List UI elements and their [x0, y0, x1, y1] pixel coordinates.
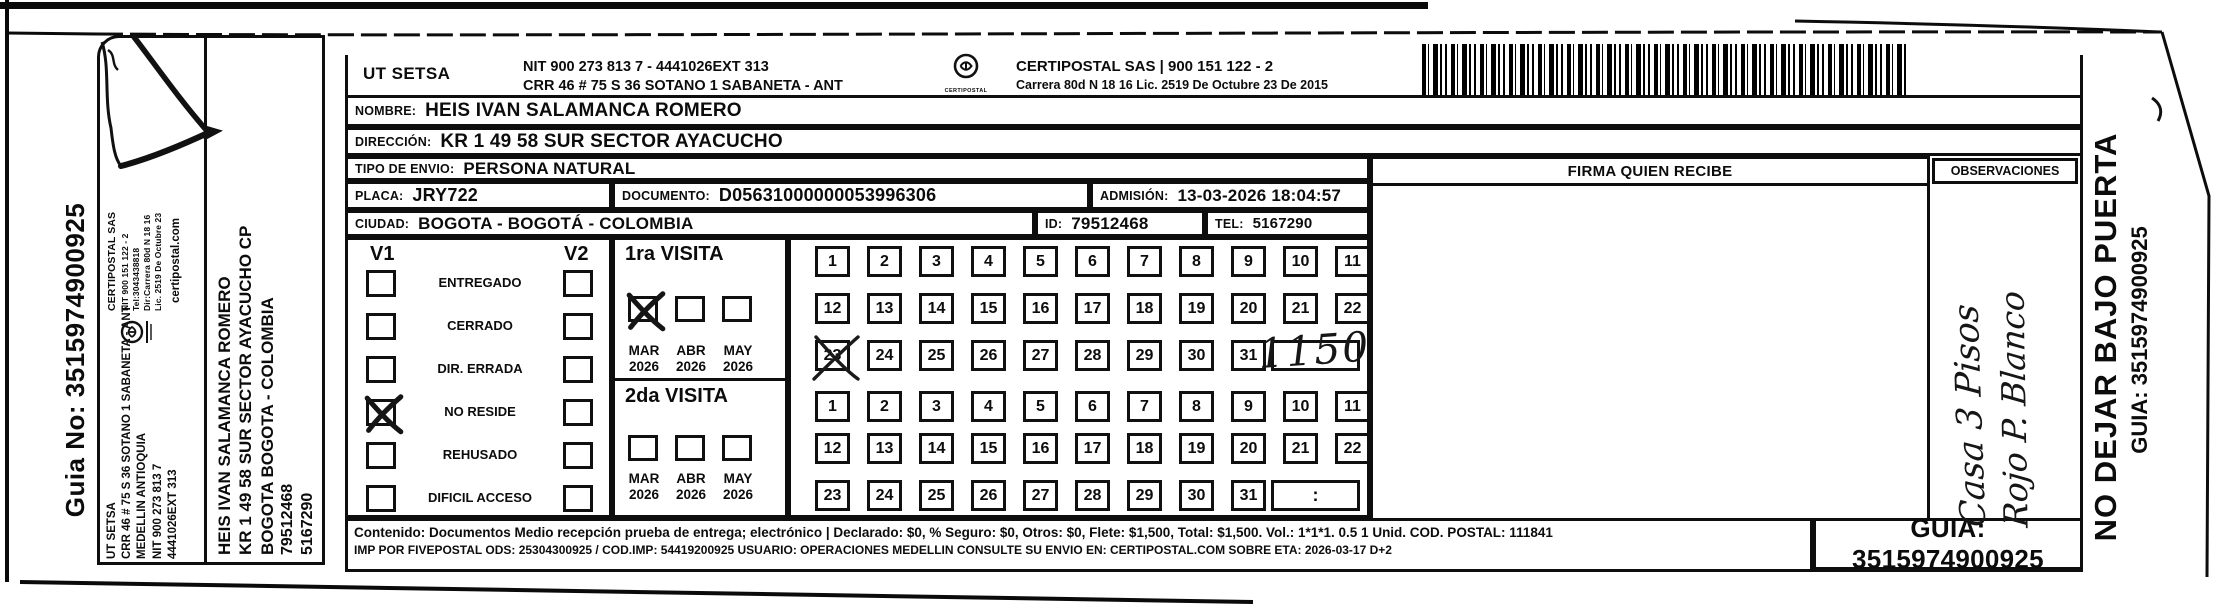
field-tel-value: 5167290	[1252, 215, 1313, 232]
sender-block	[100, 41, 206, 565]
status-checkbox-v2-cerrado	[563, 313, 593, 340]
calendar-day: 24	[867, 340, 902, 371]
handwritten-note-line: Rojo P. Blanco	[1991, 289, 2036, 529]
calendar-day: 19	[1179, 433, 1214, 464]
observaciones-header: OBSERVACIONES	[1932, 158, 2078, 184]
status-col2-header: V2	[564, 243, 589, 265]
field-admision-label: ADMISIÓN:	[1100, 188, 1169, 203]
header-address-line: CRR 46 # 75 S 36 SOTANO 1 SABANETA - ANT	[523, 77, 843, 94]
calendar-day: 3	[919, 246, 954, 277]
calendar-day: 20	[1231, 433, 1266, 464]
status-option-label: CERRADO	[447, 318, 513, 333]
calendar-day: 24	[867, 480, 902, 511]
calendar-second-visit	[791, 240, 1367, 515]
field-admision	[1090, 181, 1370, 210]
visit-year-label: 2026	[628, 487, 660, 502]
left-address-box	[97, 35, 325, 565]
certipostal-mini-line: NIT 900 151 122 - 2	[119, 233, 130, 311]
field-placa	[345, 181, 612, 210]
left-guia-number: Guia No: 3515974900925	[60, 202, 90, 518]
status-checkbox-v1-dir-errada	[366, 356, 396, 383]
calendar-day: 26	[971, 480, 1006, 511]
calendar-day: 21	[1283, 293, 1318, 324]
visit2-months	[615, 240, 791, 521]
calendar-day: 27	[1023, 340, 1058, 371]
field-documento-value: D05631000000053996306	[718, 185, 937, 205]
calendar-day: 13	[867, 433, 902, 464]
status-option-label: DIR. ERRADA	[437, 361, 523, 376]
calendar-day: 29	[1127, 480, 1162, 511]
calendar-day: 17	[1075, 293, 1110, 324]
footer-content-box	[345, 518, 1813, 572]
status-section	[345, 237, 612, 518]
calendar-day: 12	[815, 433, 850, 464]
status-checkbox-v1-no-reside	[366, 399, 396, 426]
calendar-day: 30	[1179, 340, 1214, 371]
header-nit-line: NIT 900 273 813 7 - 4441026EXT 313	[523, 59, 769, 75]
status-checkbox-v1-entregado	[366, 270, 396, 297]
field-documento	[612, 181, 1090, 210]
status-checkbox-v2-no-reside	[563, 399, 593, 426]
visit-year-label: 2026	[675, 359, 707, 374]
calendar-area	[788, 237, 1370, 518]
calendar-day: 11	[1335, 246, 1370, 277]
certipostal-mini-line: Lic. 2519 De Octubre 23	[152, 212, 163, 311]
calendar-day: 22	[1335, 433, 1370, 464]
calendar-time-box: :	[1271, 480, 1360, 511]
recipient-line: 79512468	[279, 483, 297, 555]
calendar-day: 2	[867, 246, 902, 277]
field-nombre-value: HEIS IVAN SALAMANCA ROMERO	[425, 100, 742, 121]
visit2-month-checkbox-abr	[675, 435, 705, 461]
calendar-day: 16	[1023, 433, 1058, 464]
field-direccion-label: DIRECCIÓN:	[355, 134, 432, 149]
certipostal-website: certipostal.com	[169, 218, 182, 303]
calendar-day: 14	[919, 433, 954, 464]
calendar-day: 6	[1075, 391, 1110, 422]
calendar-day: 26	[971, 340, 1006, 371]
recipient-block	[206, 41, 328, 565]
paper-right-edge	[2162, 32, 2209, 577]
calendar-day: 28	[1075, 480, 1110, 511]
calendar-day: 29	[1127, 340, 1162, 371]
status-option-label: ENTREGADO	[438, 275, 522, 290]
calendar-day: 7	[1127, 391, 1162, 422]
calendar-day: 18	[1127, 433, 1162, 464]
certipostal-mini-block	[100, 47, 206, 347]
recipient-line: 5167290	[299, 492, 317, 555]
calendar-day: 2	[867, 391, 902, 422]
calendar-day: 10	[1283, 246, 1318, 277]
field-ciudad-value: BOGOTA - BOGOTÁ - COLOMBIA	[418, 213, 694, 233]
visit-year-label: 2026	[722, 487, 754, 502]
handwritten-time: 1150	[1256, 322, 1372, 379]
calendar-day: 4	[971, 246, 1006, 277]
visit2-month-checkbox-mar	[628, 435, 658, 461]
sender-line: CRR 46 # 75 S 36 SOTANO 1 SABANETA - ANT	[121, 305, 134, 559]
visit-year-label: 2026	[675, 487, 707, 502]
visit-month-label: MAR	[628, 343, 660, 358]
header-license-line: Carrera 80d N 18 16 Lic. 2519 De Octubre 23 De 2015	[1016, 78, 1328, 92]
sender-line: UT SETSA	[106, 502, 118, 559]
calendar-day: 4	[971, 391, 1006, 422]
calendar-day: 13	[867, 293, 902, 324]
paper-top-edge	[97, 32, 2162, 35]
calendar-day: 22	[1335, 293, 1370, 324]
status-checkbox-v1-cerrado	[366, 313, 396, 340]
status-option-label: DIFICIL ACCESO	[427, 490, 532, 505]
calendar-day: 30	[1179, 480, 1214, 511]
certipostal-mini-line: CERTIPOSTAL SAS	[106, 211, 118, 311]
calendar-day: 23	[815, 480, 850, 511]
visit-month-label: MAY	[723, 471, 753, 486]
calendar-day: 15	[971, 293, 1006, 324]
calendar-day: 9	[1231, 391, 1266, 422]
calendar-day: 25	[919, 480, 954, 511]
calendar-day: 11	[1335, 391, 1370, 422]
field-placa-label: PLACA:	[355, 188, 404, 203]
visit-month-label: ABR	[676, 343, 706, 358]
calendar-day: 18	[1127, 293, 1162, 324]
field-tipo-label: TIPO DE ENVIO:	[355, 161, 455, 176]
visit-month-label: ABR	[676, 471, 706, 486]
calendar-day: 31	[1231, 480, 1266, 511]
certipostal-logo-icon	[944, 53, 988, 97]
status-col1-header: V1	[370, 243, 395, 265]
header-certipostal-line: CERTIPOSTAL SAS | 900 151 122 - 2	[1016, 58, 1274, 75]
scan-top-bar	[0, 2, 1428, 9]
visit-month-label: MAR	[628, 471, 660, 486]
calendar-day: 28	[1075, 340, 1110, 371]
status-option-label: NO RESIDE	[444, 404, 516, 419]
calendar-day: 9	[1231, 246, 1266, 277]
field-tipo-envio	[345, 156, 1370, 181]
sender-line: MEDELLIN ANTIOQUIA	[136, 432, 149, 559]
certipostal-logo-caption: CERTIPOSTAL	[944, 88, 988, 97]
header-company: UT SETSA	[363, 64, 451, 83]
visit2-month-checkbox-may	[722, 435, 752, 461]
right-guia-number: GUIA: 3515974900925	[2127, 226, 2152, 454]
calendar-day: 12	[815, 293, 850, 324]
status-checkbox-v1-rehusado	[366, 442, 396, 469]
visit-month-label: MAY	[723, 343, 753, 358]
handwritten-observation-note	[1947, 227, 2057, 527]
calendar-day: 5	[1023, 246, 1058, 277]
field-tel	[1205, 210, 1370, 237]
calendar-day: 6	[1075, 246, 1110, 277]
visit2-title: 2da VISITA	[625, 385, 728, 407]
field-ciudad	[345, 210, 1035, 237]
field-ciudad-label: CIUDAD:	[355, 216, 410, 231]
calendar-day: 1	[815, 391, 850, 422]
calendar-day: 23	[815, 340, 850, 371]
sender-line: 4441026EXT 313	[166, 469, 179, 559]
field-id-value: 79512468	[1071, 213, 1149, 233]
field-tel-label: TEL:	[1215, 216, 1244, 231]
calendar-day: 7	[1127, 246, 1162, 277]
calendar-day: 1	[815, 246, 850, 277]
calendar-day: 14	[919, 293, 954, 324]
calendar-day: 16	[1023, 293, 1058, 324]
status-checkbox-v2-dir-errada	[563, 356, 593, 383]
calendar-day: 3	[919, 391, 954, 422]
calendar-day: 20	[1231, 293, 1266, 324]
visit-year-label: 2026	[722, 359, 754, 374]
field-admision-value: 13-03-2026 18:04:57	[1177, 185, 1342, 205]
status-option-label: REHUSADO	[442, 447, 518, 462]
recipient-line: BOGOTA BOGOTA - COLOMBIA	[257, 297, 277, 555]
status-checkbox-v2-rehusado	[563, 442, 593, 469]
field-documento-label: DOCUMENTO:	[622, 188, 710, 203]
handwritten-note-line: Casa 3 Pisos	[1946, 302, 1995, 529]
calendar-day: 5	[1023, 391, 1058, 422]
field-nombre-label: NOMBRE:	[355, 104, 417, 118]
calendar-day: 27	[1023, 480, 1058, 511]
field-placa-value: JRY722	[412, 185, 479, 205]
field-direccion	[345, 127, 2083, 156]
calendar-day: 8	[1179, 391, 1214, 422]
recipient-line: KR 1 49 58 SUR SECTOR AYACUCHO CP	[236, 225, 256, 555]
footer-imp-line: IMP POR FIVEPOSTAL ODS: 25304300925 / COD.IMP: 54419200925 USUARIO: OPERACIONES MEDELLIN CONSULTE SU ENVIO EN: CERTIPOSTAL.COM SOBRE ETA: 2026-03-17 D+2	[354, 543, 1392, 557]
firma-body	[1370, 186, 1930, 518]
right-warning-text: NO DEJAR BAJO PUERTA	[2088, 132, 2123, 542]
field-direccion-value: KR 1 49 58 SUR SECTOR AYACUCHO	[440, 130, 783, 152]
paper-bottom-edge	[20, 582, 1253, 602]
field-id	[1035, 210, 1205, 237]
calendar-day: 25	[919, 340, 954, 371]
status-checkbox-v2-entregado	[563, 270, 593, 297]
visit1-title: 1ra VISITA	[625, 243, 724, 265]
field-nombre	[345, 95, 2083, 127]
visits-panel	[612, 237, 788, 518]
sender-line: NIT 900 273 813 7	[151, 463, 164, 559]
calendar-day: 31	[1231, 340, 1266, 371]
footer-contenido-line: Contenido: Documentos Medio recepción prueba de entrega; electrónico | Declarado: $0, % Seguro: $0, Otros: $0, Flete: $1,500, Total: $1,500. Vol.: 1*1*1. 0.5 1 Unid. COD. POSTAL: 111841	[354, 525, 1553, 540]
calendar-day: 15	[971, 433, 1006, 464]
barcode	[1422, 44, 1907, 98]
calendar-day: 10	[1283, 391, 1318, 422]
field-id-label: ID:	[1045, 216, 1063, 231]
calendar-day: 21	[1283, 433, 1318, 464]
calendar-day: 8	[1179, 246, 1214, 277]
footer-guia-box: GUIA: 3515974900925	[1813, 518, 2083, 570]
status-checkbox-v1-dificil-acceso	[366, 485, 396, 512]
certipostal-logo-icon	[106, 317, 164, 347]
certipostal-mini-line: Tel:3043438818	[130, 247, 141, 311]
visit-year-label: 2026	[628, 359, 660, 374]
calendar-day: 19	[1179, 293, 1214, 324]
field-tipo-value: PERSONA NATURAL	[463, 158, 636, 178]
recipient-line: HEIS IVAN SALAMANCA ROMERO	[215, 276, 234, 555]
certipostal-mini-line: Dir:Carrera 80d N 18 16	[141, 214, 152, 311]
pen-hook-mark	[2152, 98, 2161, 121]
firma-header: FIRMA QUIEN RECIBE	[1370, 156, 1930, 186]
calendar-day: 17	[1075, 433, 1110, 464]
status-checkbox-v2-dificil-acceso	[563, 485, 593, 512]
